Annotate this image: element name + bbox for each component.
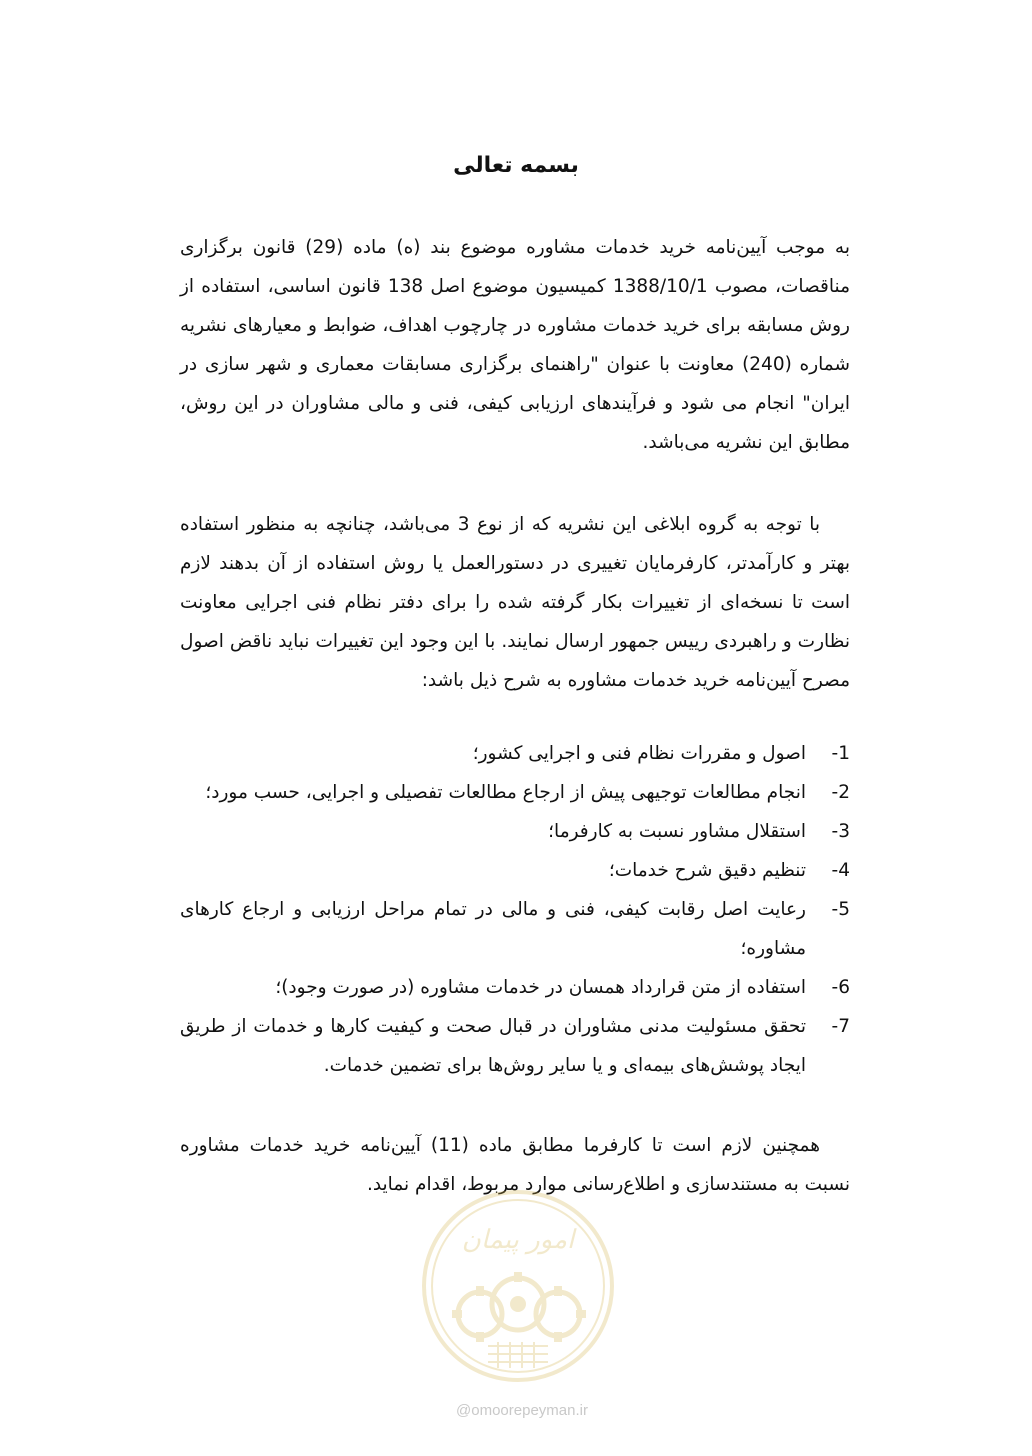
list-item-number: 7- [831, 1016, 850, 1037]
list-item-number: 4- [831, 860, 850, 881]
list-item-number: 3- [831, 821, 850, 842]
principles-list [180, 734, 850, 1085]
list-item [180, 812, 850, 851]
page-title: بسمه تعالی [453, 153, 579, 178]
list-item [180, 1007, 850, 1085]
list-item [180, 968, 850, 1007]
list-item-text: تحقق مسئولیت مدنی مشاوران در قبال صحت و کیفیت کارها و خدمات از طریق ایجاد پوشش‌های بیمه‌ای و یا سایر روش‌ها برای تضمین خدمات. [180, 1016, 806, 1076]
list-item [180, 890, 850, 968]
gear-seal-icon [418, 1186, 618, 1386]
list-item-number: 5- [831, 899, 850, 920]
list-item [180, 773, 850, 812]
intro-paragraph: به موجب آیین‌نامه خرید خدمات مشاوره موضوع بند (ه) ماده (29) قانون برگزاری مناقصات، مصوب 1388/10/1 کمیسیون موضوع اصل 138 قانون اساسی، استفاده از روش مسابقه برای خرید خدمات مشاوره در چارچوب اهداف، ضوابط و معیارهای نشریه شماره (240) معاونت با عنوان "راهنمای برگزاری مسابقات معماری و شهر سازی در ایران" انجام می شود و فرآیندهای ارزیابی کیفی، فنی و مالی مشاوران در این روش، مطابق این نشریه می‌باشد. [180, 237, 851, 453]
notice-paragraph: با توجه به گروه ابلاغی این نشریه که از نوع 3 می‌باشد، چنانچه به منظور استفاده بهتر و کارآمدتر، کارفرمایان تغییری در دستورالعمل یا روش استفاده از آن بدهند لازم است تا نسخه‌ای از تغییرات بکار گرفته شده را برای دفتر نظام فنی اجرایی معاونت نظارت و راهبردی رییس جمهور ارسال نمایند. با این وجود این تغییرات نباید ناقض اصول مصرح آیین‌نامه خرید خدمات مشاوره به شرح ذیل باشد: [180, 514, 850, 691]
list-item-number: 2- [831, 782, 850, 803]
list-item-text: تنظیم دقیق شرح خدمات؛ [608, 860, 806, 881]
list-item-text: استفاده از متن قرارداد همسان در خدمات مشاوره (در صورت وجود)؛ [275, 977, 806, 998]
list-item [180, 851, 850, 890]
seal-logo-text: امور پیمان [461, 1225, 575, 1255]
list-item-text: استقلال مشاور نسبت به کارفرما؛ [548, 821, 806, 842]
watermark-site: @omoorepeyman.ir [456, 1402, 588, 1419]
list-item-text: رعایت اصل رقابت کیفی، فنی و مالی در تمام مراحل ارزیابی و ارجاع کارهای مشاوره؛ [180, 899, 806, 959]
list-item-text: اصول و مقررات نظام فنی و اجرایی کشور؛ [472, 743, 806, 764]
list-item-number: 6- [831, 977, 850, 998]
list-item [180, 734, 850, 773]
list-item-number: 1- [831, 743, 850, 764]
list-item-text: انجام مطالعات توجیهی پیش از ارجاع مطالعات تفصیلی و اجرایی، حسب مورد؛ [205, 782, 806, 803]
closing-paragraph: همچنین لازم است تا کارفرما مطابق ماده (11) آیین‌نامه خرید خدمات مشاوره نسبت به مستندسازی و اطلاع‌رسانی موارد مربوط، اقدام نماید. [180, 1135, 850, 1195]
